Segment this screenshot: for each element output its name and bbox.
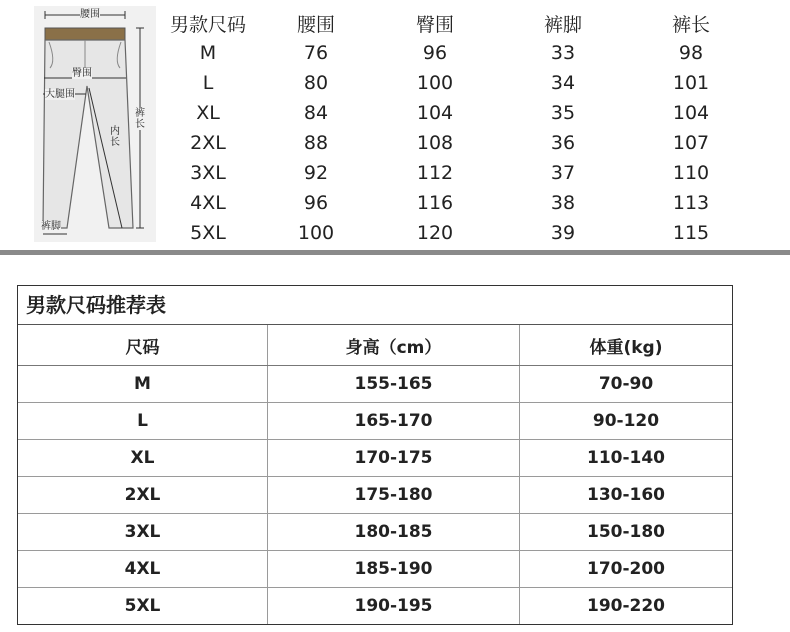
cell-waist: 88	[303, 132, 329, 154]
cell-size: L	[202, 72, 214, 94]
recommendation-row	[18, 366, 732, 403]
hem-label: 裤脚	[41, 221, 61, 232]
section-divider	[0, 250, 790, 255]
cell-weight: 150-180	[586, 522, 666, 542]
cell-waist: 96	[303, 192, 329, 214]
cell-waist: 100	[297, 222, 335, 244]
pants-measurement-diagram	[34, 6, 156, 242]
size-chart-row	[160, 218, 780, 248]
cell-length: 115	[672, 222, 710, 244]
cell-hip: 120	[416, 222, 454, 244]
header-size: 男款尺码	[169, 13, 246, 36]
cell-hem: 39	[550, 222, 576, 244]
cell-size: 3XL	[18, 514, 268, 550]
recommendation-row	[18, 403, 732, 440]
cell-hem: 33	[550, 42, 576, 64]
cell-size: 2XL	[190, 132, 226, 154]
cell-height: 180-185	[268, 514, 520, 550]
cell-hem: 38	[550, 192, 576, 214]
waist-label: 腰围	[80, 9, 100, 20]
cell-hip: 96	[422, 42, 448, 64]
cell-hem: 37	[550, 162, 576, 184]
inseam-label: 内长	[110, 126, 120, 148]
cell-size: 2XL	[18, 477, 268, 513]
size-recommendation-table	[17, 285, 733, 625]
cell-weight: 190-220	[586, 596, 666, 616]
cell-length: 107	[672, 132, 710, 154]
thigh-label: 大腿围	[45, 89, 75, 100]
cell-height: 175-180	[268, 477, 520, 513]
cell-length: 110	[672, 162, 710, 184]
size-chart-row	[160, 158, 780, 188]
cell-weight: 110-140	[586, 448, 666, 468]
cell-size: XL	[196, 102, 220, 124]
header-hem: 裤脚	[543, 13, 582, 36]
recommendation-row	[18, 551, 732, 588]
cell-hip: 112	[416, 162, 454, 184]
cell-weight: 130-160	[586, 485, 666, 505]
recommendation-header	[18, 325, 732, 366]
cell-size: XL	[18, 440, 268, 476]
cell-size: 3XL	[190, 162, 226, 184]
cell-length: 98	[678, 42, 704, 64]
cell-height: 170-175	[268, 440, 520, 476]
cell-size: 5XL	[190, 222, 226, 244]
cell-length: 101	[672, 72, 710, 94]
cell-waist: 92	[303, 162, 329, 184]
length-label: 裤长	[135, 108, 145, 130]
size-chart-row	[160, 68, 780, 98]
cell-height: 155-165	[268, 366, 520, 402]
cell-size: 5XL	[18, 588, 268, 624]
cell-waist: 80	[303, 72, 329, 94]
size-chart-row	[160, 188, 780, 218]
cell-hem: 35	[550, 102, 576, 124]
cell-height: 185-190	[268, 551, 520, 587]
cell-height: 190-195	[268, 588, 520, 624]
cell-hip: 100	[416, 72, 454, 94]
header-weight: 体重(kg)	[589, 337, 663, 358]
cell-hip: 116	[416, 192, 454, 214]
hip-label: 臀围	[72, 68, 92, 79]
cell-size: M	[18, 366, 268, 402]
cell-size: 4XL	[18, 551, 268, 587]
recommendation-row	[18, 514, 732, 551]
cell-size: L	[18, 403, 268, 439]
cell-length: 104	[672, 102, 710, 124]
cell-size: 4XL	[190, 192, 226, 214]
size-chart-row	[160, 38, 780, 68]
header-hip: 臀围	[415, 13, 454, 36]
recommendation-row	[18, 588, 732, 624]
cell-length: 113	[672, 192, 710, 214]
recommendation-row	[18, 440, 732, 477]
cell-height: 165-170	[268, 403, 520, 439]
cell-weight: 90-120	[592, 411, 660, 431]
recommendation-title: 男款尺码推荐表	[18, 286, 732, 325]
header-size: 尺码	[18, 325, 268, 365]
size-chart-row	[160, 98, 780, 128]
cell-hem: 36	[550, 132, 576, 154]
size-chart-header	[160, 8, 780, 38]
cell-waist: 84	[303, 102, 329, 124]
cell-weight: 70-90	[598, 374, 654, 394]
header-length: 裤长	[671, 13, 710, 36]
cell-hem: 34	[550, 72, 576, 94]
cell-weight: 170-200	[586, 559, 666, 579]
size-chart-row	[160, 128, 780, 158]
size-chart-table	[160, 8, 780, 248]
cell-waist: 76	[303, 42, 329, 64]
cell-hip: 104	[416, 102, 454, 124]
cell-hip: 108	[416, 132, 454, 154]
cell-size: M	[199, 42, 217, 64]
recommendation-row	[18, 477, 732, 514]
header-height: 身高（cm）	[268, 325, 520, 365]
header-waist: 腰围	[296, 13, 335, 36]
